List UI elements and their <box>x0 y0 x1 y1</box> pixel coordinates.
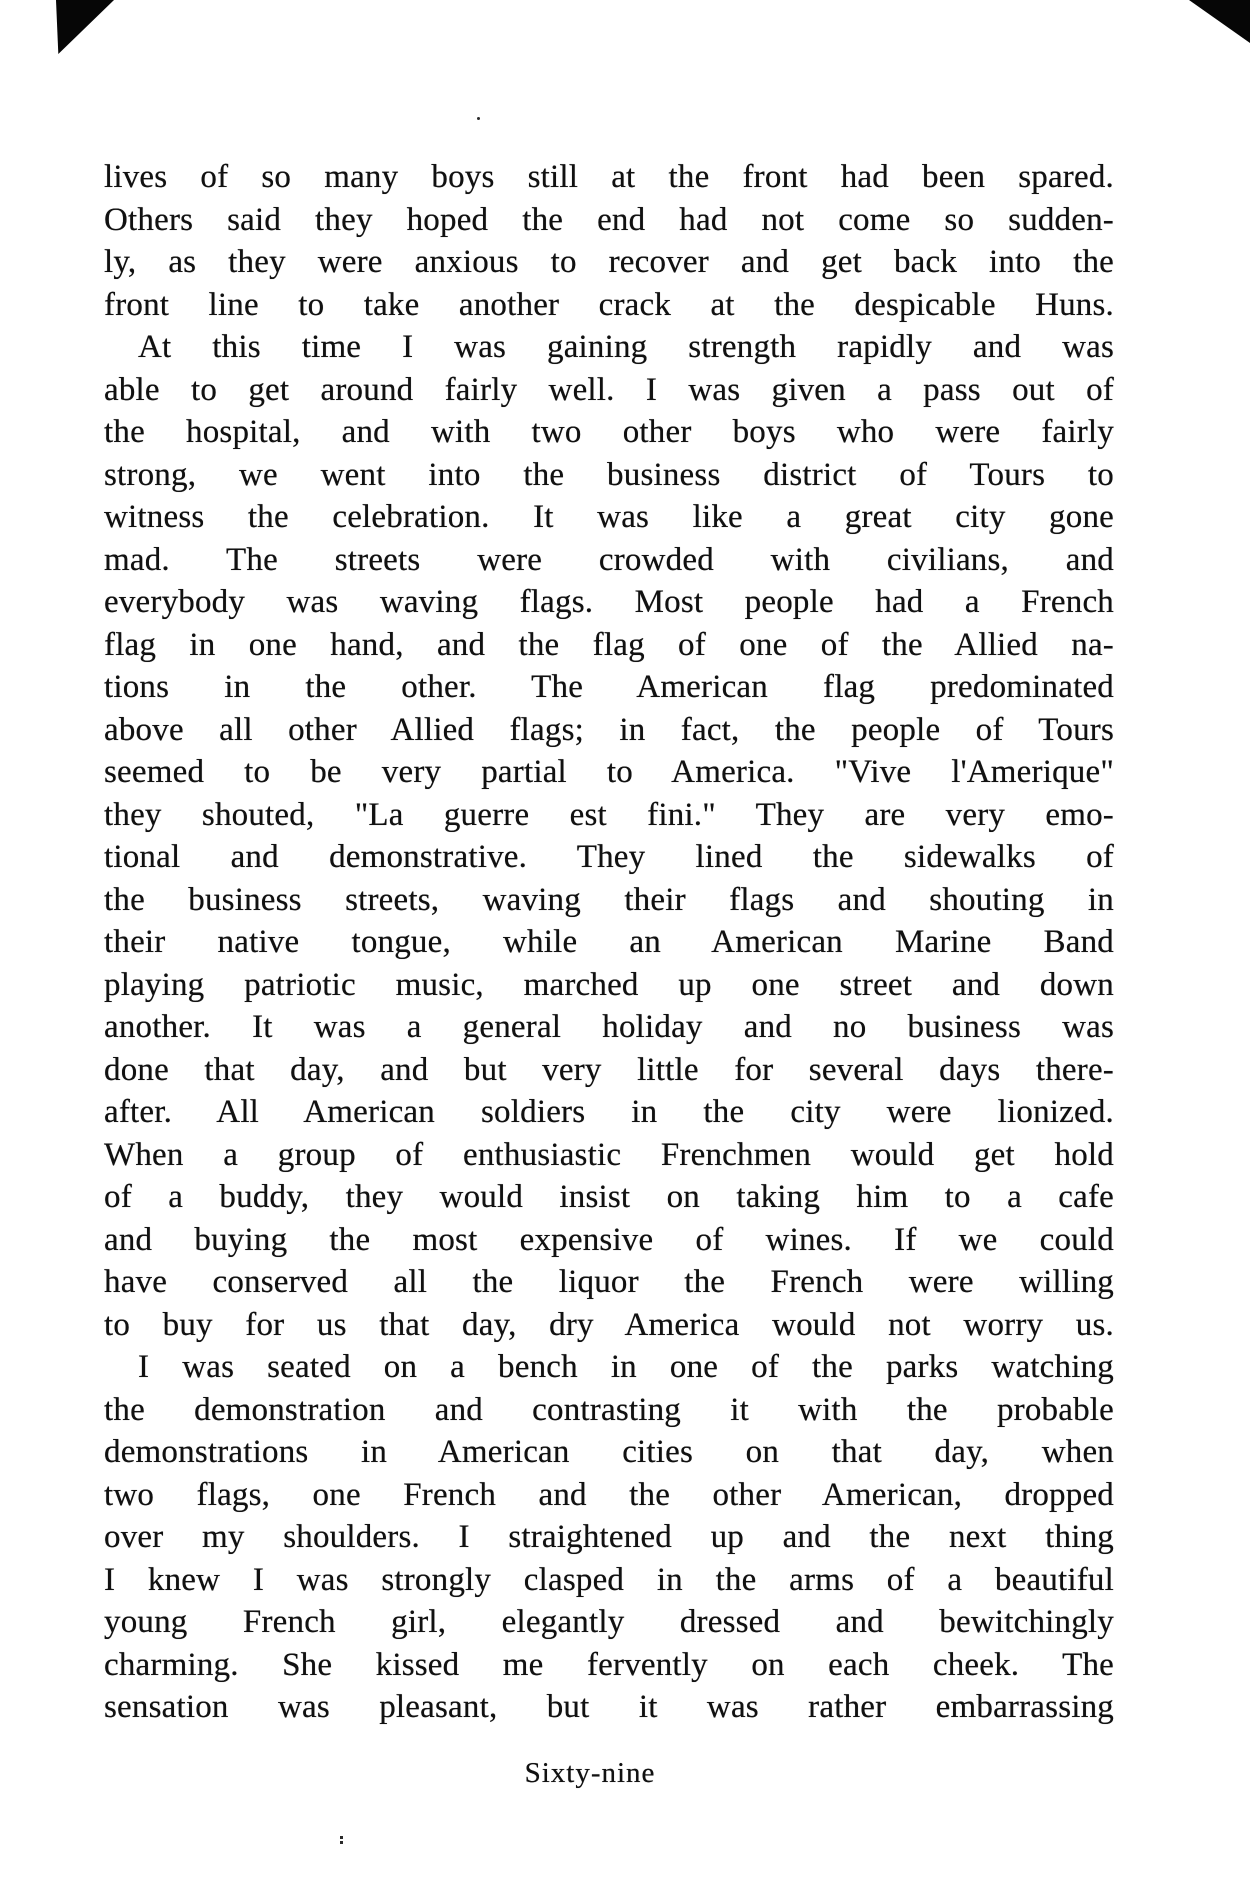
text-line: young French girl, elegantly dressed and bewitchingly <box>104 1604 1114 1640</box>
text-line: above all other Allied flags; in fact, the people of Tours <box>104 711 1114 748</box>
text-line: the demonstration and contrasting it with the probable <box>104 1391 1114 1428</box>
text-line: ly, as they were anxious to recover and get back into the <box>104 244 1114 280</box>
text-line: witness the celebration. It was like a great city gone <box>104 499 1114 535</box>
text-line: playing patriotic music, marched up one street and down <box>104 966 1114 1003</box>
scan-corner-artifact-top-left <box>56 0 114 54</box>
scan-corner-artifact-top-right <box>1189 0 1250 43</box>
text-line-paragraph-start: At this time I was gaining strength rapidly and was <box>138 329 1114 365</box>
text-line: front line to take another crack at the despicable Huns. <box>104 286 1114 323</box>
text-line: able to get around fairly well. I was given a pass out of <box>104 371 1114 408</box>
page-number: Sixty-nine <box>524 1757 656 1789</box>
text-line: and buying the most expensive of wines. If we could <box>104 1221 1114 1258</box>
text-line: after. All American soldiers in the city were lionized. <box>104 1094 1114 1130</box>
text-line: over my shoulders. I straightened up and the next thing <box>104 1519 1114 1555</box>
text-line: flag in one hand, and the flag of one of the Allied na- <box>104 626 1114 663</box>
page-text-block <box>104 156 1114 1729</box>
text-line: sensation was pleasant, but it was rather embarrassing <box>104 1689 1114 1725</box>
text-line: mad. The streets were crowded with civilians, and <box>104 541 1114 578</box>
text-line-paragraph-start: I was seated on a bench in one of the parks watching <box>138 1349 1114 1385</box>
scan-speck-top <box>477 117 480 120</box>
text-line: seemed to be very partial to America. "Vive l'Amerique" <box>104 754 1114 790</box>
scan-speck-bottom <box>340 1836 343 1839</box>
text-line: another. It was a general holiday and no business was <box>104 1009 1114 1045</box>
text-line: their native tongue, while an American Marine Band <box>104 924 1114 960</box>
text-line: have conserved all the liquor the French were willing <box>104 1264 1114 1300</box>
text-line: Others said they hoped the end had not come so sudden- <box>104 201 1114 238</box>
text-line: charming. She kissed me fervently on each cheek. The <box>104 1646 1114 1683</box>
text-line: of a buddy, they would insist on taking him to a cafe <box>104 1179 1114 1215</box>
text-line: to buy for us that day, dry America would not worry us. <box>104 1306 1114 1343</box>
text-line: done that day, and but very little for several days there- <box>104 1051 1114 1088</box>
text-line: tional and demonstrative. They lined the sidewalks of <box>104 839 1114 875</box>
text-line: the hospital, and with two other boys who were fairly <box>104 414 1114 450</box>
text-line: When a group of enthusiastic Frenchmen would get hold <box>104 1136 1114 1173</box>
text-line: tions in the other. The American flag predominated <box>104 669 1114 705</box>
text-line: they shouted, "La guerre est fini." They are very emo- <box>104 796 1114 833</box>
text-line: everybody was waving flags. Most people had a French <box>104 584 1114 620</box>
text-line: lives of so many boys still at the front had been spared. <box>104 159 1114 195</box>
text-line: I knew I was strongly clasped in the arms of a beautiful <box>104 1561 1114 1598</box>
text-line: the business streets, waving their flags and shouting in <box>104 881 1114 918</box>
text-line: strong, we went into the business district of Tours to <box>104 456 1114 493</box>
text-line: demonstrations in American cities on that day, when <box>104 1434 1114 1470</box>
text-line: two flags, one French and the other American, dropped <box>104 1476 1114 1513</box>
